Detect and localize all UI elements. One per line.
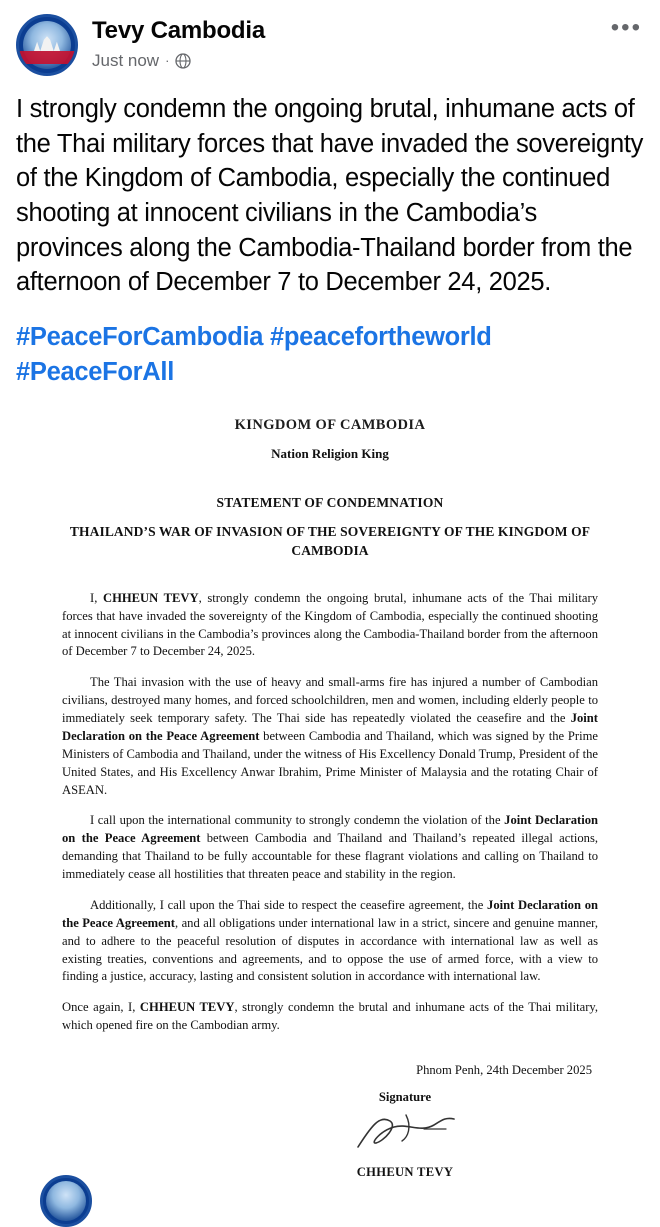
document-signer-name: CHHEUN TEVY bbox=[356, 1165, 454, 1180]
document-kingdom-heading: KINGDOM OF CAMBODIA bbox=[234, 417, 426, 434]
document-place-date: Phnom Penh, 24th December 2025 bbox=[416, 1063, 592, 1078]
document-paragraph-5 bbox=[62, 999, 598, 1035]
avatar[interactable] bbox=[16, 14, 78, 76]
post-text: I strongly condemn the ongoing brutal, inhumane acts of the Thai military forces that have invaded the sovereignty of the Kingdom of Cambodia, especially the continued shooting at innocent civilians in the Cambodia’s provinces along the Cambodia-Thailand border from the afternoon of December 7 to December 24, 2025. bbox=[16, 95, 644, 297]
post-more-options-button[interactable]: ••• bbox=[610, 14, 642, 41]
document-paragraph-2 bbox=[62, 674, 598, 799]
post-hashtags[interactable]: #PeaceForCambodia #peacefortheworld #PeaceForAll bbox=[16, 323, 492, 386]
post-body bbox=[0, 82, 660, 389]
document-title: STATEMENT OF CONDEMNATION bbox=[216, 495, 444, 511]
globe-icon[interactable] bbox=[175, 53, 191, 69]
next-post-avatar[interactable] bbox=[40, 1175, 92, 1227]
document-signature-mark bbox=[62, 1105, 598, 1163]
post-header-text bbox=[92, 14, 644, 71]
document-paragraph-4 bbox=[62, 897, 598, 986]
document-paragraph-4-text: Additionally, I call upon the Thai side to respect the ceasefire agreement, the Joint Declaration on the Peace Agreement, and all obligations under international law in a strict, sincere and genuine manner, and to adhere to the peaceful resolution of disputes in accordance with international law as well as existing treaties, conventions and agreements, and to oppose the use of armed force, with a view to finding a justice, accuracy, lasting and consistent solution in accordance with international law. bbox=[62, 897, 599, 984]
post-timestamp[interactable]: Just now bbox=[92, 50, 160, 70]
avatar-banner-graphic bbox=[19, 51, 75, 64]
post-header bbox=[0, 0, 660, 82]
document-paragraph-1 bbox=[62, 590, 598, 662]
document-signature-label: Signature bbox=[378, 1090, 432, 1105]
document-paragraph-3 bbox=[62, 812, 598, 884]
document-paragraph-5-text: Once again, I, CHHEUN TEVY, strongly condemn the brutal and inhumane acts of the Thai military, which opened fire on the Cambodian army. bbox=[62, 1000, 599, 1033]
meta-separator: · bbox=[165, 53, 170, 69]
document-paragraph-1-text: I, CHHEUN TEVY, strongly condemn the ongoing brutal, inhumane acts of the Thai military forces that have invaded the sovereignty of the Kingdom of Cambodia, especially the continued shooting at innocent civilians in the Cambodia’s provinces along the Cambodia-Thailand border from the afternoon of December 7 to December 24, 2025. bbox=[62, 590, 598, 659]
document-paragraph-2-text: The Thai invasion with the use of heavy and small-arms fire has injured a number of Cambodian civilians, destroyed many homes, and forced schoolchildren, men and women, including elderly people to immediately seek temporary safety. The Thai side has repeatedly violated the ceasefire and the Joint Declaration on the Peace Agreement between Cambodia and Thailand, which was signed by the Prime Ministers of Cambodia and Thailand, under the witness of His Excellency Donald Trump, President of the United States, and His Excellency Anwar Ibrahim, Prime Minister of Malaysia and the rotating Chair of ASEAN. bbox=[62, 675, 598, 797]
post-meta bbox=[92, 51, 644, 71]
next-post-avatar-image bbox=[46, 1181, 86, 1221]
document-subtitle: THAILAND’S WAR OF INVASION OF THE SOVEREIGNTY OF THE KINGDOM OF CAMBODIA bbox=[69, 524, 591, 558]
post-attachment-document[interactable] bbox=[0, 411, 660, 1194]
document-paragraph-3-text: I call upon the international community to strongly condemn the violation of the Joint Declaration on the Peace Agreement between Cambodia and Thailand and Thailand’s repeated illegal actions, demanding that Thailand to be fully accountable for these flagrant violations and calling on Thailand to immediately cease all hostilities that threaten peace and stability in the region. bbox=[62, 813, 599, 882]
statement-document bbox=[0, 411, 660, 1194]
document-motto: Nation Religion King bbox=[271, 446, 389, 462]
page-name[interactable]: Tevy Cambodia bbox=[92, 17, 266, 44]
